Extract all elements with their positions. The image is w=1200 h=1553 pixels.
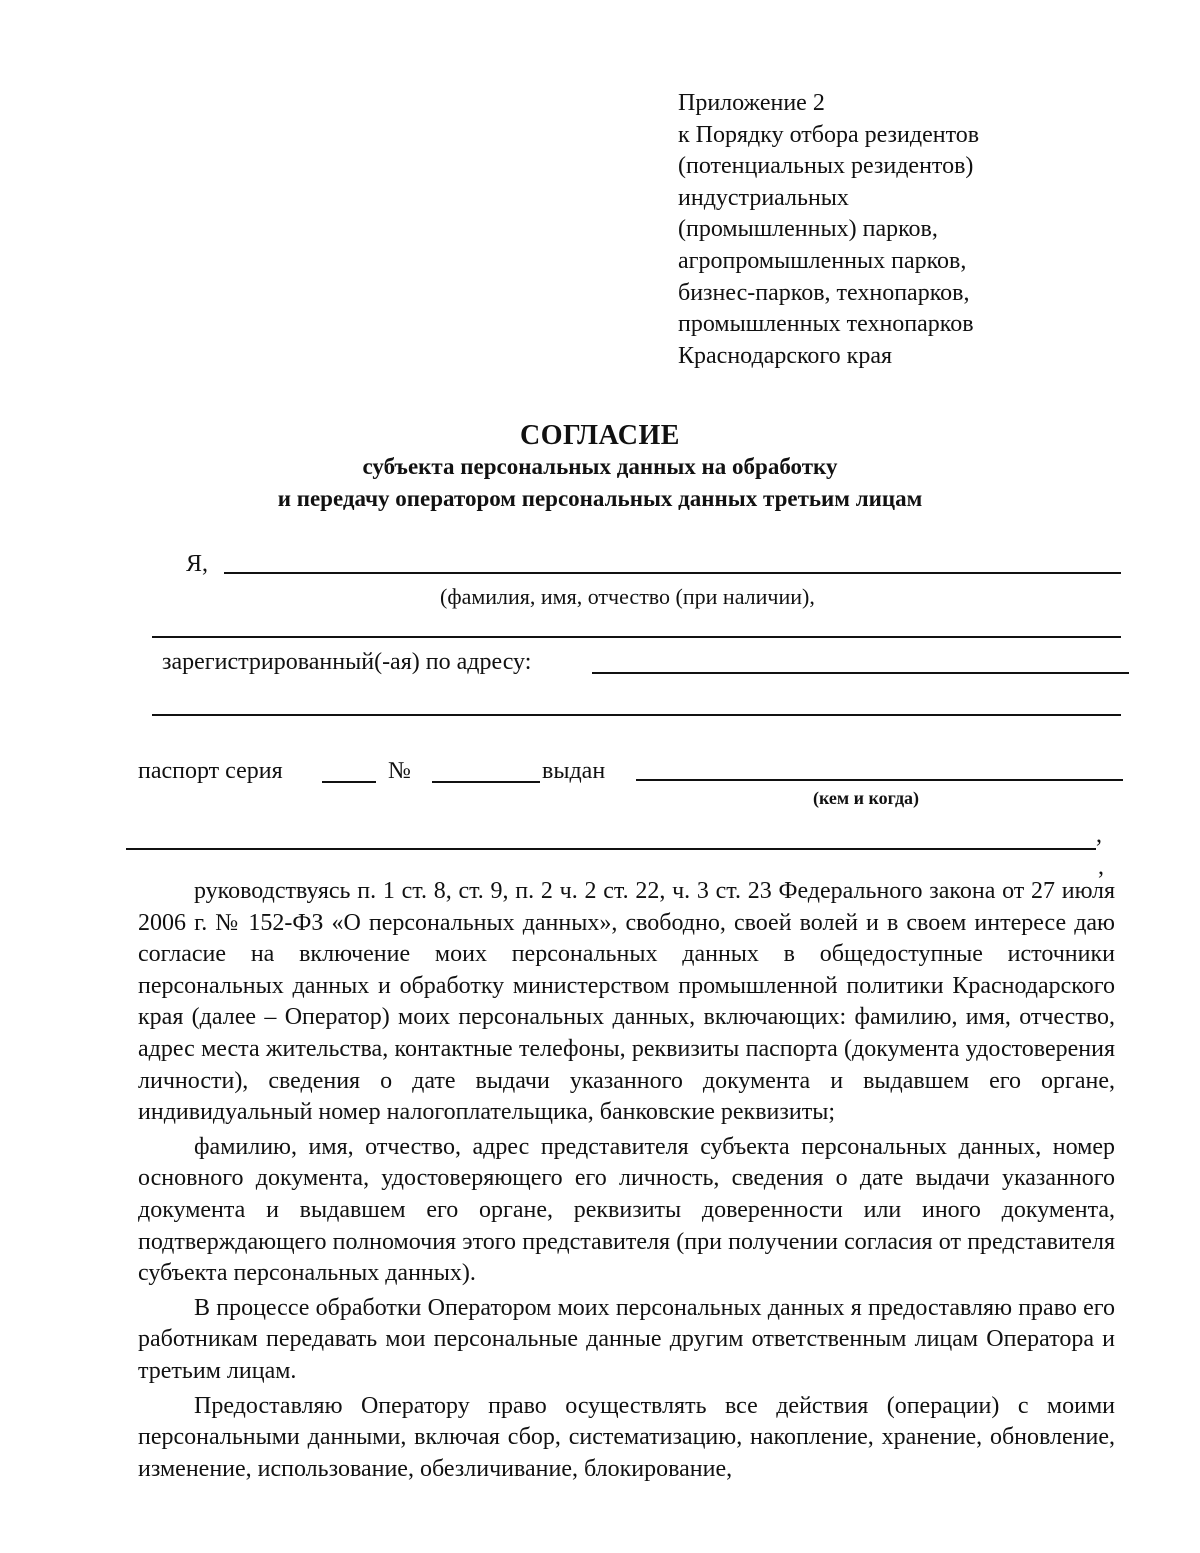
passport-series-label: паспорт серия	[138, 758, 283, 784]
annex-line: агропромышленных парков,	[678, 247, 967, 274]
address-label: зарегистрированный(-ая) по адресу:	[162, 649, 532, 675]
annex-line: (промышленных) парков,	[678, 216, 938, 243]
annex-line: бизнес-парков, технопарков,	[678, 279, 970, 306]
document-subtitle-line-1: субъекта персональных данных на обработку	[362, 454, 838, 479]
issued-continuation-line[interactable]	[126, 848, 1096, 850]
address-field-line[interactable]	[592, 672, 1129, 674]
passport-series-field-line[interactable]	[322, 781, 376, 783]
issued-field-line[interactable]	[636, 779, 1123, 781]
document-title: СОГЛАСИЕ	[520, 420, 680, 451]
fio-caption: (фамилия, имя, отчество (при наличии),	[440, 584, 815, 609]
issued-label: выдан	[542, 758, 606, 784]
body-paragraph: В процессе обработки Оператором моих персональных данных я предоставляю право его работникам передавать мои персональные данные другим ответственным лицам Оператора и третьим лицам.	[138, 1294, 1115, 1384]
comma-mark: ,	[1096, 822, 1102, 848]
body-paragraph: Предоставляю Оператору право осуществлять все действия (операции) с моими персональными данными, включая сбор, систематизацию, накопление, хранение, обновление, изменение, использование, обезличивание, блокирование,	[138, 1392, 1115, 1482]
fio-field-line[interactable]	[224, 572, 1121, 574]
consent-body	[138, 876, 1115, 1488]
annex-line: к Порядку отбора резидентов	[678, 121, 980, 148]
body-paragraph: руководствуясь п. 1 ст. 8, ст. 9, п. 2 ч. 2 ст. 22, ч. 3 ст. 23 Федерального закона от 27 июля 2006 г. № 152-ФЗ «О персональных данных», свободно, своей волей и в своем интересе даю согласие на включение моих персональных данных в общедоступные источники персональных данных и обработку министерством промышленной политики Краснодарского края (далее – Оператор) моих персональных данных, включающих: фамилию, имя, отчество, адрес места жительства, контактные телефоны, реквизиты паспорта (документа удостоверения личности), сведения о дате выдачи указанного документа и выдавшем его органе, индивидуальный номер налогоплательщика, банковские реквизиты;	[138, 878, 1115, 1126]
body-paragraph: фамилию, имя, отчество, адрес представителя субъекта персональных данных, номер основного документа, удостоверяющего его личность, сведения о дате выдачи указанного документа и выдавшем его органе, реквизиты доверенности или иного документа, подтверждающего полномочия этого представителя (при получении согласия от представителя субъекта персональных данных).	[138, 1133, 1115, 1287]
passport-number-field-line[interactable]	[432, 781, 540, 783]
fio-continuation-line[interactable]	[152, 636, 1121, 638]
passport-number-label: №	[388, 758, 411, 784]
i-label: Я,	[186, 551, 209, 577]
annex-line: Краснодарского края	[678, 342, 893, 369]
annex-line: индустриальных	[678, 184, 849, 211]
document-subtitle-line-2: и передачу оператором персональных данных третьим лицам	[277, 486, 923, 511]
annex-line: Приложение 2	[678, 90, 825, 116]
annex-line: промышленных технопарков	[678, 311, 974, 338]
annex-header	[678, 88, 1138, 372]
address-continuation-line[interactable]	[152, 714, 1121, 716]
issued-caption: (кем и когда)	[813, 788, 920, 808]
comma-mark: ,	[1098, 854, 1104, 880]
annex-line: (потенциальных резидентов)	[678, 153, 974, 180]
